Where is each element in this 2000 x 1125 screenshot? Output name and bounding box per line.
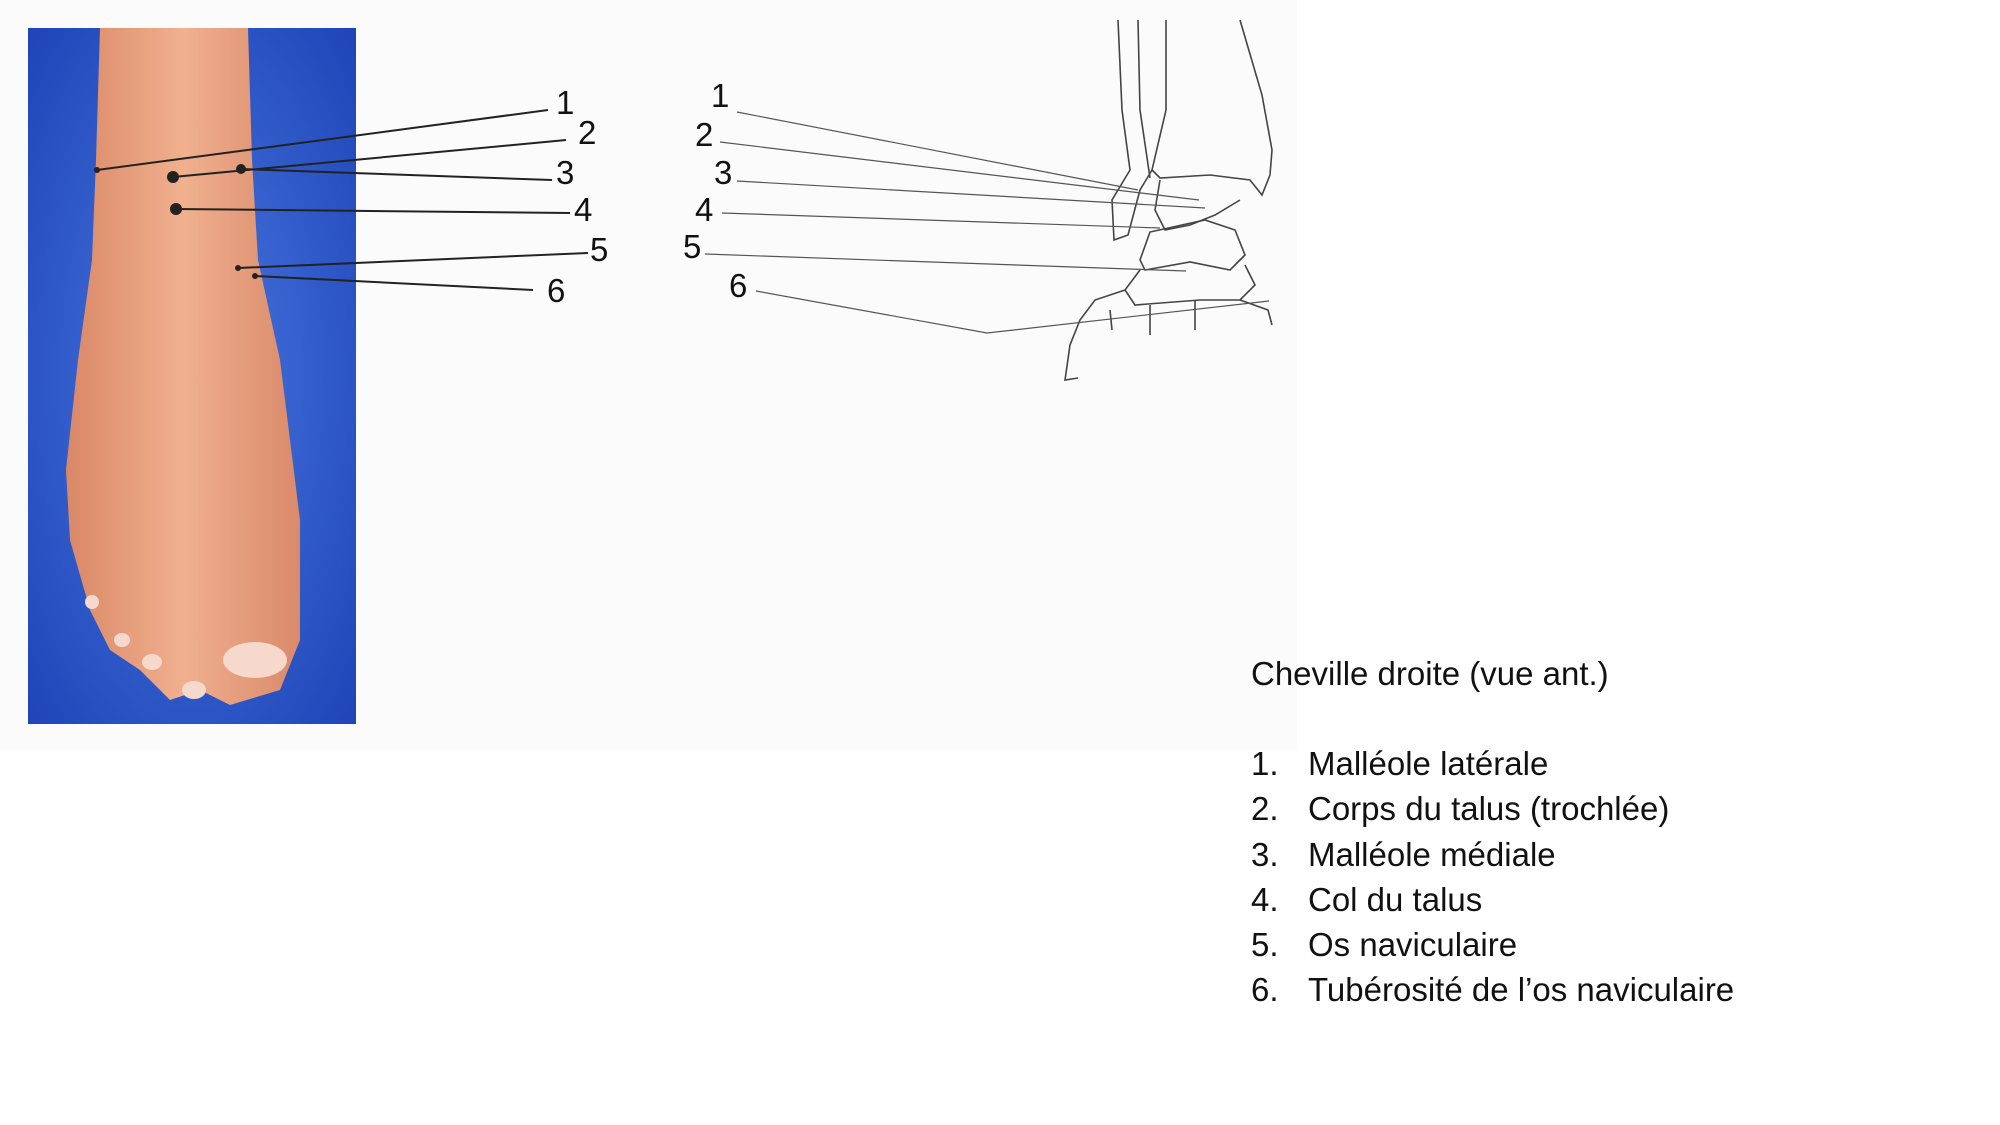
drawing-label-5: 5	[683, 228, 702, 265]
legend-text: Malléole latérale	[1308, 745, 1549, 782]
legend-number: 2.	[1251, 790, 1279, 828]
ankle-bone-drawing	[705, 20, 1272, 380]
drawing-label-1: 1	[711, 77, 730, 114]
figure-caption: Cheville droite (vue ant.)	[1251, 655, 1609, 692]
photo-label-1: 1	[556, 84, 575, 121]
photo-label-5: 5	[590, 231, 609, 268]
foot-photo	[28, 28, 588, 724]
photo-label-3: 3	[556, 154, 575, 191]
drawing-label-4: 4	[695, 191, 714, 228]
drawing-label-2: 2	[695, 116, 714, 153]
legend-number: 1.	[1251, 745, 1279, 782]
legend-text: Os naviculaire	[1308, 926, 1518, 964]
drawing-label-6: 6	[729, 267, 748, 304]
legend-number: 6.	[1251, 971, 1279, 1009]
legend-text: Col du talus	[1308, 880, 1483, 918]
legend-item	[1251, 971, 1734, 1016]
legend-text: Tubérosité de l’os naviculaire	[1308, 971, 1735, 1009]
legend-number: 5.	[1251, 926, 1279, 964]
legend-item	[1251, 790, 1734, 835]
legend-number: 4.	[1251, 880, 1279, 918]
legend-text: Malléole médiale	[1308, 835, 1556, 873]
legend-item	[1251, 836, 1734, 881]
legend-list	[1251, 745, 1734, 1017]
photo-label-6: 6	[547, 272, 566, 309]
photo-label-4: 4	[574, 191, 593, 228]
photo-label-2: 2	[578, 114, 597, 151]
legend-number: 3.	[1251, 835, 1279, 873]
drawing-label-3: 3	[714, 154, 733, 191]
legend-item	[1251, 745, 1734, 790]
legend-item	[1251, 881, 1734, 926]
legend-text: Corps du talus (trochlée)	[1308, 790, 1670, 828]
legend-item	[1251, 926, 1734, 971]
